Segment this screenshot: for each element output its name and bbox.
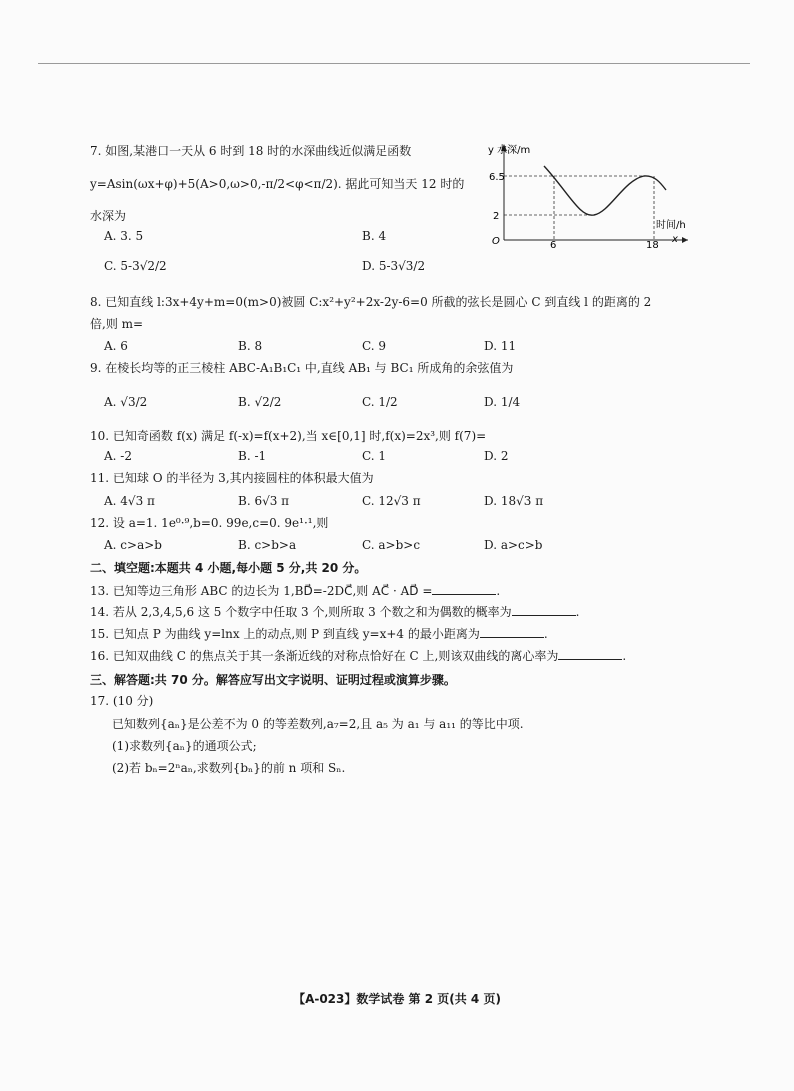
q10-option-c: C. 1: [362, 449, 387, 463]
q9-stem: 9. 在棱长均等的正三棱柱 ABC-A₁B₁C₁ 中,直线 AB₁ 与 BC₁ 所成角的余弦值为: [90, 361, 514, 375]
q12-stem: 12. 设 a=1. 1e⁰·⁹,b=0. 99e,c=0. 9e¹·¹,则: [90, 516, 329, 530]
q12-option-a: A. c>a>b: [104, 538, 162, 552]
q13-answer-blank[interactable]: [432, 584, 496, 595]
q12-option-d: D. a>c>b: [484, 538, 543, 552]
q7-stem-line3: 水深为: [90, 209, 127, 223]
q15: [90, 626, 548, 642]
q9-option-d: D. 1/4: [484, 395, 521, 409]
tick-6-5: 6.5: [489, 172, 505, 183]
q16: [90, 648, 626, 664]
page-footer: 【A-023】数学试卷 第 2 页(共 4 页): [293, 992, 501, 1006]
q9-option-b: B. √2/2: [238, 395, 282, 409]
q7-option-d: D. 5-3√3/2: [362, 259, 426, 273]
q7-stem-line1: 7. 如图,某港口一天从 6 时到 18 时的水深曲线近似满足函数: [90, 144, 412, 158]
section-fill-in-heading: 二、填空题:本题共 4 小题,每小题 5 分,共 20 分。: [90, 561, 367, 575]
q13-text: 13. 已知等边三角形 ABC 的边长为 1,BD⃗=-2DC⃗,则 AC⃗ · AD⃗ =: [90, 584, 433, 598]
x-axis-arrow: [682, 237, 688, 243]
q11-option-d: D. 18√3 π: [484, 494, 544, 508]
q8-option-c: C. 9: [362, 339, 387, 353]
q10-option-b: B. -1: [238, 449, 267, 463]
origin-label: O: [492, 236, 500, 247]
q17-part1: (1)求数列{aₙ}的通项公式;: [112, 739, 257, 753]
q12-option-b: B. c>b>a: [238, 538, 297, 552]
q8-stem-line2: 倍,则 m=: [90, 317, 144, 331]
q9-option-a: A. √3/2: [104, 395, 148, 409]
x-axis-letter: x: [672, 234, 678, 245]
q17-heading: 17. (10 分): [90, 694, 154, 708]
x-axis-unit: 时间/h: [656, 220, 686, 231]
tick-x18: 18: [646, 240, 659, 250]
header-rule: [38, 63, 750, 64]
tick-2: 2: [493, 211, 500, 222]
q7-stem-formula: [90, 176, 464, 192]
q11-option-b: B. 6√3 π: [238, 494, 290, 508]
q16-end: .: [622, 649, 627, 663]
q7-option-a: A. 3. 5: [104, 229, 144, 243]
q9-option-c: C. 1/2: [362, 395, 398, 409]
q17-stem: 已知数列{aₙ}是公差不为 0 的等差数列,a₇=2,且 a₅ 为 a₁ 与 a₁₁ 的等比中项.: [112, 717, 524, 731]
q14-text: 14. 若从 2,3,4,5,6 这 5 个数字中任取 3 个,则所取 3 个数之和为偶数的概率为: [90, 605, 512, 619]
q15-text: 15. 已知点 P 为曲线 y=lnx 上的动点,则 P 到直线 y=x+4 的最小距离为: [90, 627, 480, 641]
section-solution-heading: 三、解答题:共 70 分。解答应写出文字说明、证明过程或演算步骤。: [90, 673, 456, 687]
q16-answer-blank[interactable]: [558, 649, 622, 660]
q8-option-d: D. 11: [484, 339, 517, 353]
q10-stem: 10. 已知奇函数 f(x) 满足 f(-x)=f(x+2),当 x∈[0,1] 时,f(x)=2x³,则 f(7)=: [90, 429, 487, 443]
q10-option-a: A. -2: [104, 449, 132, 463]
q14-end: .: [575, 605, 580, 619]
q8-stem-line1: 8. 已知直线 l:3x+4y+m=0(m>0)被圆 C:x²+y²+2x-2y-6=0 所截的弦长是圆心 C 到直线 l 的距离的 2: [90, 295, 652, 309]
q16-text: 16. 已知双曲线 C 的焦点关于其一条渐近线的对称点恰好在 C 上,则该双曲线的离心率为: [90, 649, 559, 663]
q17-part2: (2)若 bₙ=2ⁿaₙ,求数列{bₙ}的前 n 项和 Sₙ.: [112, 761, 346, 775]
q15-answer-blank[interactable]: [480, 627, 544, 638]
q11-option-c: C. 12√3 π: [362, 494, 421, 508]
q13-end: .: [496, 584, 501, 598]
q14: [90, 604, 579, 620]
q8-option-b: B. 8: [238, 339, 263, 353]
depth-curve: [544, 166, 666, 215]
q7-option-c: C. 5-3√2/2: [104, 259, 167, 273]
q12-option-c: C. a>b>c: [362, 538, 421, 552]
q13: [90, 583, 500, 599]
q7-option-b: B. 4: [362, 229, 387, 243]
q7-formula-text: y=Asin(ωx+φ)+5(A>0,ω>0,-π/2<φ<π/2). 据此可知当天 12 时的: [90, 177, 465, 191]
tick-x6: 6: [550, 240, 557, 250]
q14-answer-blank[interactable]: [512, 605, 576, 616]
y-axis-label: y 水深/m: [488, 145, 531, 156]
q11-stem: 11. 已知球 O 的半径为 3,其内接圆柱的体积最大值为: [90, 471, 374, 485]
q8-option-a: A. 6: [104, 339, 128, 353]
water-depth-graph: [488, 140, 698, 250]
q15-end: .: [543, 627, 548, 641]
q11-option-a: A. 4√3 π: [104, 494, 155, 508]
q10-option-d: D. 2: [484, 449, 509, 463]
